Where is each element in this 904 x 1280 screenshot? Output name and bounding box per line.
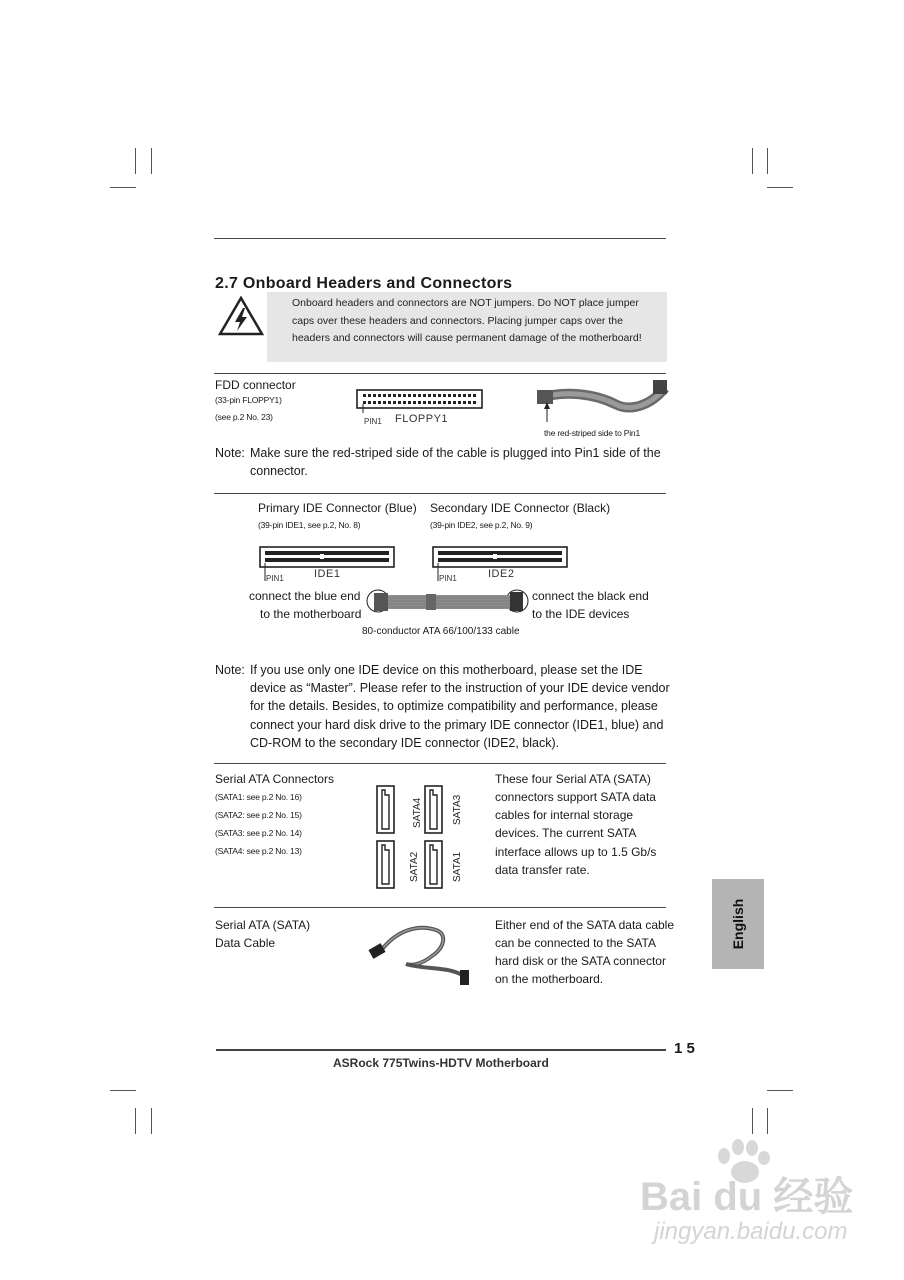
ide-cable-caption: 80-conductor ATA 66/100/133 cable [362,626,520,637]
sata-cable-desc-line: can be connected to the SATA [495,936,656,950]
top-rule [214,238,666,239]
sata-desc-line: connectors support SATA data [495,790,656,804]
ide-note-line: If you use only one IDE device on this motherboard, please set the IDE [250,663,643,677]
sata1-connector-diagram [424,840,444,890]
ide-right-caption-1: connect the black end [532,589,649,603]
fdd-pin1-label: PIN1 [364,417,382,426]
crop-mark [752,1108,753,1134]
language-tab [712,879,764,969]
ide-note-label: Note: [215,663,245,677]
ide-left-caption-2: to the motherboard [260,607,362,621]
ide-note-line: connect your hard disk drive to the primary IDE connector (IDE1, blue) and [250,718,664,732]
fdd-note-label: Note: [215,446,245,460]
ide-right-caption-2: to the IDE devices [532,607,630,621]
sata-ref: (SATA3: see p.2 No. 14) [215,828,302,838]
warning-icon [218,296,264,336]
crop-mark [151,148,152,174]
sata-desc-line: devices. The current SATA [495,826,637,840]
crop-mark [110,1090,136,1091]
footer-text: ASRock 775Twins-HDTV Motherboard [333,1056,549,1070]
sata3-connector-diagram [424,785,444,835]
floppy-cable-image [535,380,670,425]
sata1-label: SATA1 [452,851,463,882]
sata-desc-line: interface allows up to 1.5 Gb/s [495,845,657,859]
fdd-pin-count: (33-pin FLOPPY1) [215,395,282,405]
sata-cable-desc-line: hard disk or the SATA connector [495,954,666,968]
ide-cable-image [366,585,531,617]
sata4-label: SATA4 [412,797,423,828]
floppy-header-diagram [355,388,485,414]
sata-cable-desc-line: on the motherboard. [495,972,604,986]
crop-mark [767,1090,793,1091]
ide-left-caption-1: connect the blue end [249,589,361,603]
ide2-pin1-label: PIN1 [439,574,457,583]
divider [214,763,666,764]
crop-mark [767,187,793,188]
ide1-label: IDE1 [314,568,341,580]
ide1-pin1-label: PIN1 [266,574,284,583]
fdd-cable-caption: the red-striped side to Pin1 [544,428,640,438]
sata-cable-subtitle: Data Cable [215,936,276,950]
ide-note-line: for the details. Besides, to optimize compatibility and performance, please [250,699,658,713]
crop-mark [767,148,768,174]
crop-mark [151,1108,152,1134]
sata2-label: SATA2 [409,851,420,882]
fdd-header-label: FLOPPY1 [395,413,449,425]
ide-secondary-ref: (39-pin IDE2, see p.2, No. 9) [430,520,533,530]
warning-text: Onboard headers and connectors are NOT jumpers. Do NOT place jumper caps over these headers and connectors. Placing jumper caps over the headers and connectors will cause permanent damage of the motherboard! [292,297,642,344]
divider [214,907,666,908]
sata4-connector-diagram [376,785,396,835]
sata-title: Serial ATA Connectors [215,772,334,786]
crop-mark [135,1108,136,1134]
sata-desc-line: These four Serial ATA (SATA) [495,772,651,786]
divider [214,493,666,494]
sata2-connector-diagram [376,840,396,890]
ide2-label: IDE2 [488,568,515,580]
crop-mark [110,187,136,188]
ide-secondary-title: Secondary IDE Connector (Black) [430,501,611,515]
divider [214,373,666,374]
ide-note-line: device as “Master”. Please refer to the instruction of your IDE device vendor [250,681,670,695]
language-tab-label: English [730,898,746,950]
page-number: 1 5 [674,1040,695,1057]
fdd-note-text: Make sure the red-striped side of the cable is plugged into Pin1 side of the connector. [250,446,661,478]
crop-mark [752,148,753,174]
sata-cable-desc-line: Either end of the SATA data cable [495,918,675,932]
ide-primary-title: Primary IDE Connector (Blue) [258,501,417,515]
sata-ref: (SATA2: see p.2 No. 15) [215,810,302,820]
crop-mark [135,148,136,174]
sata-cable-image [366,920,476,988]
fdd-reference: (see p.2 No. 23) [215,412,273,422]
footer-rule [216,1049,666,1051]
watermark-url: jingyan.baidu.com [654,1218,848,1245]
fdd-title: FDD connector [215,378,296,392]
sata-desc-line: cables for internal storage [495,808,634,822]
sata-ref: (SATA1: see p.2 No. 16) [215,792,302,802]
sata-desc-line: data transfer rate. [495,863,590,877]
sata-cable-title: Serial ATA (SATA) [215,918,311,932]
section-title: 2.7 Onboard Headers and Connectors [215,275,513,292]
sata3-label: SATA3 [452,794,463,825]
crop-mark [767,1108,768,1134]
ide-primary-ref: (39-pin IDE1, see p.2, No. 8) [258,520,361,530]
sata-ref: (SATA4: see p.2 No. 13) [215,846,302,856]
watermark-logo: Bai du 经验 [640,1175,854,1219]
ide-note-line: CD-ROM to the secondary IDE connector (IDE2, black). [250,736,560,750]
